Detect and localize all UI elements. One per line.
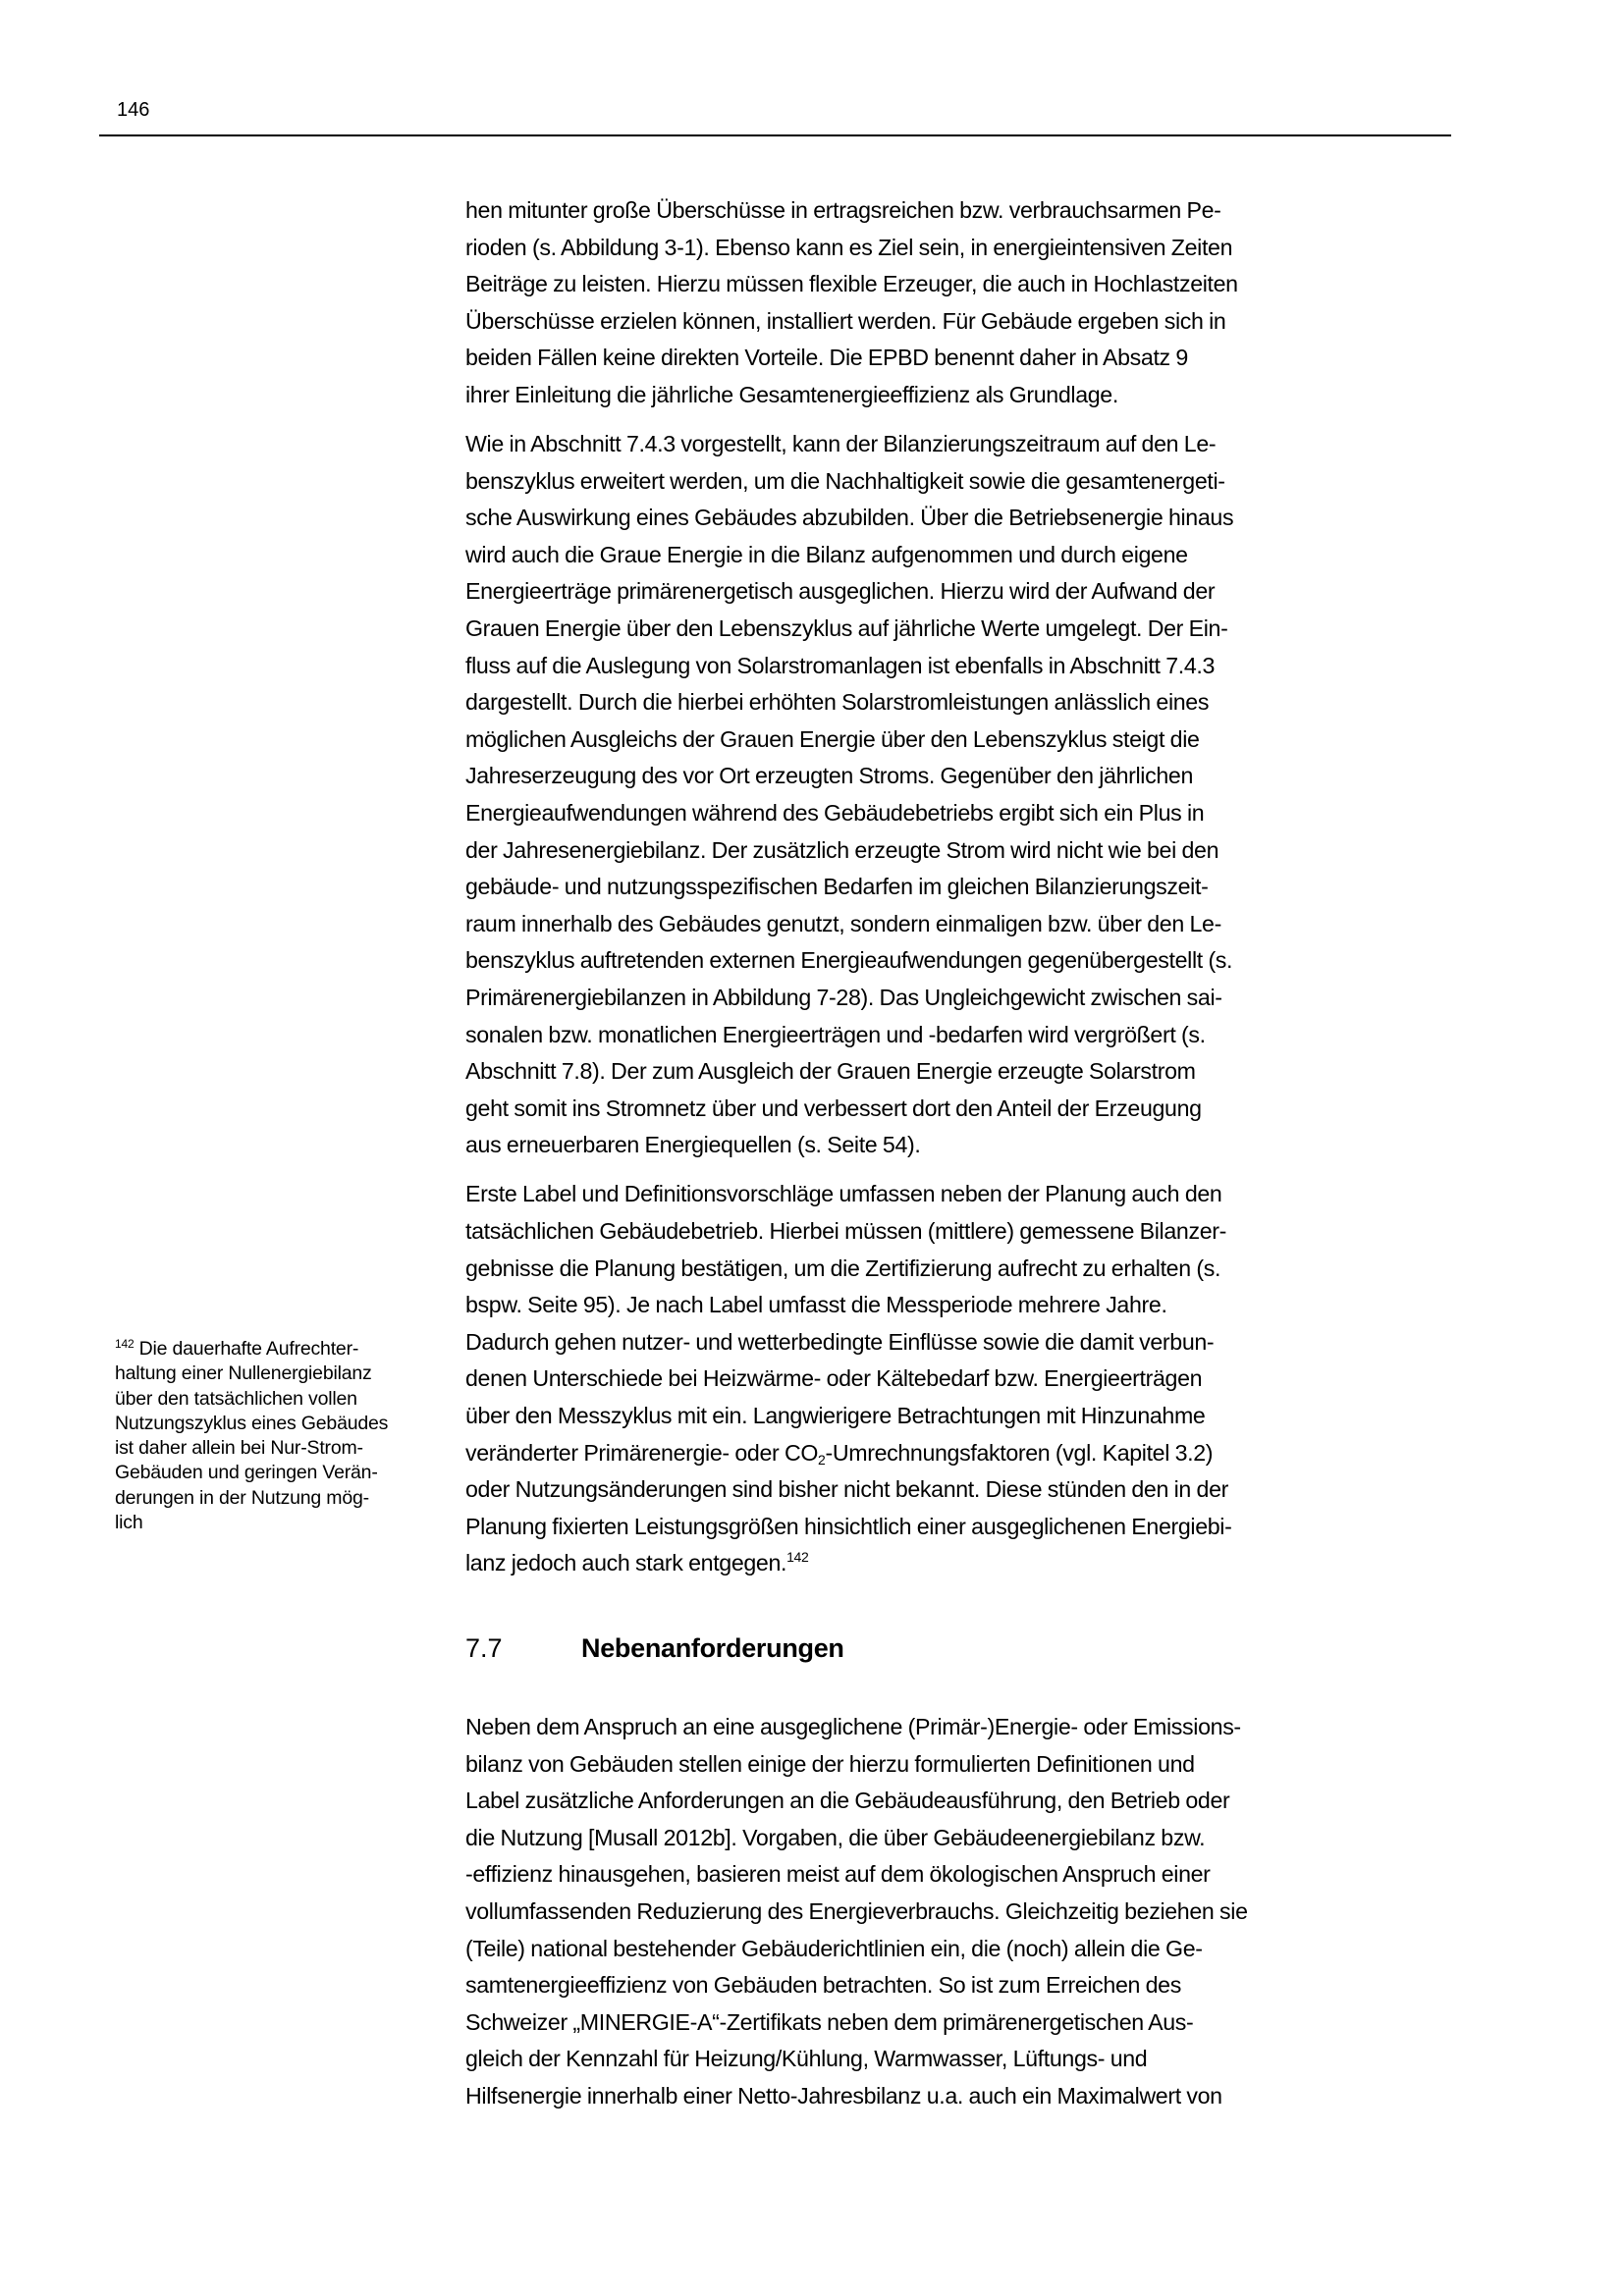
text-line: sonalen bzw. monatlichen Energieerträgen und -bedarfen wird vergrößert (s. [465,1021,1206,1047]
text-segment: veränderter Primärenergie- oder CO [465,1439,819,1466]
text-line: Schweizer „MINERGIE-A“-Zertifikats neben dem primärenergetischen Aus- [465,2008,1194,2035]
footnote-first-line [115,1337,429,1362]
text-line: tatsächlichen Gebäudebetrieb. Hierbei müssen (mittlere) gemessene Bilanzer- [465,1218,1226,1245]
text-line: Beiträge zu leisten. Hierzu müssen flexible Erzeuger, die auch in Hochlastzeiten [465,271,1238,297]
text-line: Jahreserzeugung des vor Ort erzeugten Stroms. Gegenüber den jährlichen [465,763,1193,789]
text-line: Neben dem Anspruch an eine ausgeglichene (Primär-)Energie- oder Emissions- [465,1714,1241,1739]
text-line: wird auch die Graue Energie in die Bilanz aufgenommen und durch eigene [465,541,1188,567]
text-line: Überschüsse erzielen können, installiert werden. Für Gebäude ergeben sich in [465,307,1226,334]
text-line: geht somit ins Stromnetz über und verbessert dort den Anteil der Erzeugung [465,1095,1202,1121]
footnote-reference-link[interactable]: 142 [786,1549,809,1566]
text-line: über den Messzyklus mit ein. Langwierigere Betrachtungen mit Hinzunahme [465,1403,1206,1428]
footnote-line: Gebäuden und geringen Verän- [115,1462,378,1484]
text-line: Hilfsenergie innerhalb einer Netto-Jahresbilanz u.a. auch ein Maximalwert von [465,2082,1222,2109]
text-line: Energieaufwendungen während des Gebäudebetriebs ergibt sich ein Plus in [465,800,1205,826]
text-line: der Jahresenergiebilanz. Der zusätzlich erzeugte Strom wird nicht wie bei den [465,836,1219,863]
text-line: benszyklus auftretenden externen Energieaufwendungen gegenübergestellt (s. [465,947,1233,974]
text-line: gebäude- und nutzungsspezifischen Bedarfen im gleichen Bilanzierungszeit- [465,874,1209,900]
margin-footnote [115,1337,429,1535]
text-line: Wie in Abschnitt 7.4.3 vorgestellt, kann der Bilanzierungszeitraum auf den Le- [465,431,1217,457]
text-line: Label zusätzliche Anforderungen an die Gebäudeausführung, den Betrieb oder [465,1788,1230,1814]
text-line: denen Unterschiede bei Heizwärme- oder Kältebedarf bzw. Energieerträgen [465,1365,1203,1392]
text-line: benszyklus erweitert werden, um die Nachhaltigkeit sowie die gesamtenergeti- [465,467,1225,494]
page-number: 146 [117,99,150,121]
text-line: hen mitunter große Überschüsse in ertragsreichen bzw. verbrauchsarmen Pe- [465,197,1221,223]
text-line: oder Nutzungsänderungen sind bisher nicht bekannt. Diese stünden den in der [465,1476,1228,1503]
footnote-line: ist daher allein bei Nur-Strom- [115,1437,363,1460]
text-line: Primärenergiebilanzen in Abbildung 7-28). Das Ungleichgewicht zwischen sai- [465,984,1222,1010]
paragraph-2 [465,426,1457,1164]
header-rule [99,134,1451,136]
paragraph-3 [465,1176,1457,1582]
text-line: vollumfassenden Reduzierung des Energieverbrauchs. Gleichzeitig beziehen sie [465,1897,1248,1924]
text-line: (Teile) national bestehender Gebäuderichtlinien ein, die (noch) allein die Ge- [465,1935,1203,1961]
text-line-co2 [465,1435,1457,1472]
paragraph-4 [465,1709,1457,2115]
subscript: 2 [818,1451,826,1468]
footnote-line: lich [115,1512,143,1534]
text-line: bspw. Seite 95). Je nach Label umfasst die Messperiode mehrere Jahre. [465,1292,1167,1318]
main-text-column [465,192,1457,1594]
section-body [465,1709,1457,2127]
footnote-line: haltung einer Nullenergiebilanz [115,1362,372,1385]
text-line: die Nutzung [Musall 2012b]. Vorgaben, die über Gebäudeenergiebilanz bzw. [465,1824,1206,1850]
text-line: -effizienz hinausgehen, basieren meist auf dem ökologischen Anspruch einer [465,1861,1211,1888]
text-segment: lanz jedoch auch stark entgegen. [465,1550,787,1576]
text-line: gebnisse die Planung bestätigen, um die Zertifizierung aufrecht zu erhalten (s. [465,1255,1221,1281]
text-line: gleich der Kennzahl für Heizung/Kühlung, Warmwasser, Lüftungs- und [465,2046,1148,2072]
text-line: raum innerhalb des Gebäudes genutzt, sondern einmaligen bzw. über den Le- [465,910,1221,936]
footnote-line: Nutzungszyklus eines Gebäudes [115,1412,389,1434]
text-line: möglichen Ausgleichs der Grauen Energie über den Lebenszyklus steigt die [465,725,1200,752]
text-line: Erste Label und Definitionsvorschläge umfassen neben der Planung auch den [465,1181,1222,1207]
text-line: beiden Fällen keine direkten Vorteile. Die EPBD benennt daher in Absatz 9 [465,345,1188,371]
text-line: sche Auswirkung eines Gebäudes abzubilden. Über die Betriebsenergie hinaus [465,505,1234,531]
footnote-number: 142 [115,1337,135,1351]
text-line: Planung fixierten Leistungsgrößen hinsichtlich einer ausgeglichenen Energiebi- [465,1513,1232,1539]
section-heading [465,1631,844,1665]
text-line: Abschnitt 7.8). Der zum Ausgleich der Grauen Energie erzeugte Solarstrom [465,1058,1196,1085]
text-line: Energieerträge primärenergetisch ausgeglichen. Hierzu wird der Aufwand der [465,578,1216,605]
paragraph-1 [465,192,1457,414]
text-segment: -Umrechnungsfaktoren (vgl. Kapitel 3.2) [825,1439,1214,1466]
text-line: aus erneuerbaren Energiequellen (s. Seite 54). [465,1132,921,1158]
footnote-line: über den tatsächlichen vollen [115,1387,357,1410]
text-line: Dadurch gehen nutzer- und wetterbedingte Einflüsse sowie die damit verbun- [465,1328,1215,1355]
text-line: dargestellt. Durch die hierbei erhöhten Solarstromleistungen anlässlich eines [465,689,1210,716]
text-line: samtenergieeffizienz von Gebäuden betrachten. So ist zum Erreichen des [465,1972,1181,1999]
section-number: 7.7 [465,1633,503,1663]
text-line: rioden (s. Abbildung 3-1). Ebenso kann es Ziel sein, in energieintensiven Zeiten [465,234,1233,260]
text-line: Grauen Energie über den Lebenszyklus auf jährliche Werte umgelegt. Der Ein- [465,615,1228,642]
text-line-last [465,1545,1457,1582]
footnote-line: derungen in der Nutzung mög- [115,1486,369,1509]
text-line: ihrer Einleitung die jährliche Gesamtenergieeffizienz als Grundlage. [465,381,1118,407]
text-line: bilanz von Gebäuden stellen einige der hierzu formulierten Definitionen und [465,1750,1195,1777]
text-segment: Die dauerhafte Aufrechter- [138,1338,359,1360]
section-title: Nebenanforderungen [581,1633,844,1663]
text-line: fluss auf die Auslegung von Solarstromanlagen ist ebenfalls in Abschnitt 7.4.3 [465,652,1216,678]
